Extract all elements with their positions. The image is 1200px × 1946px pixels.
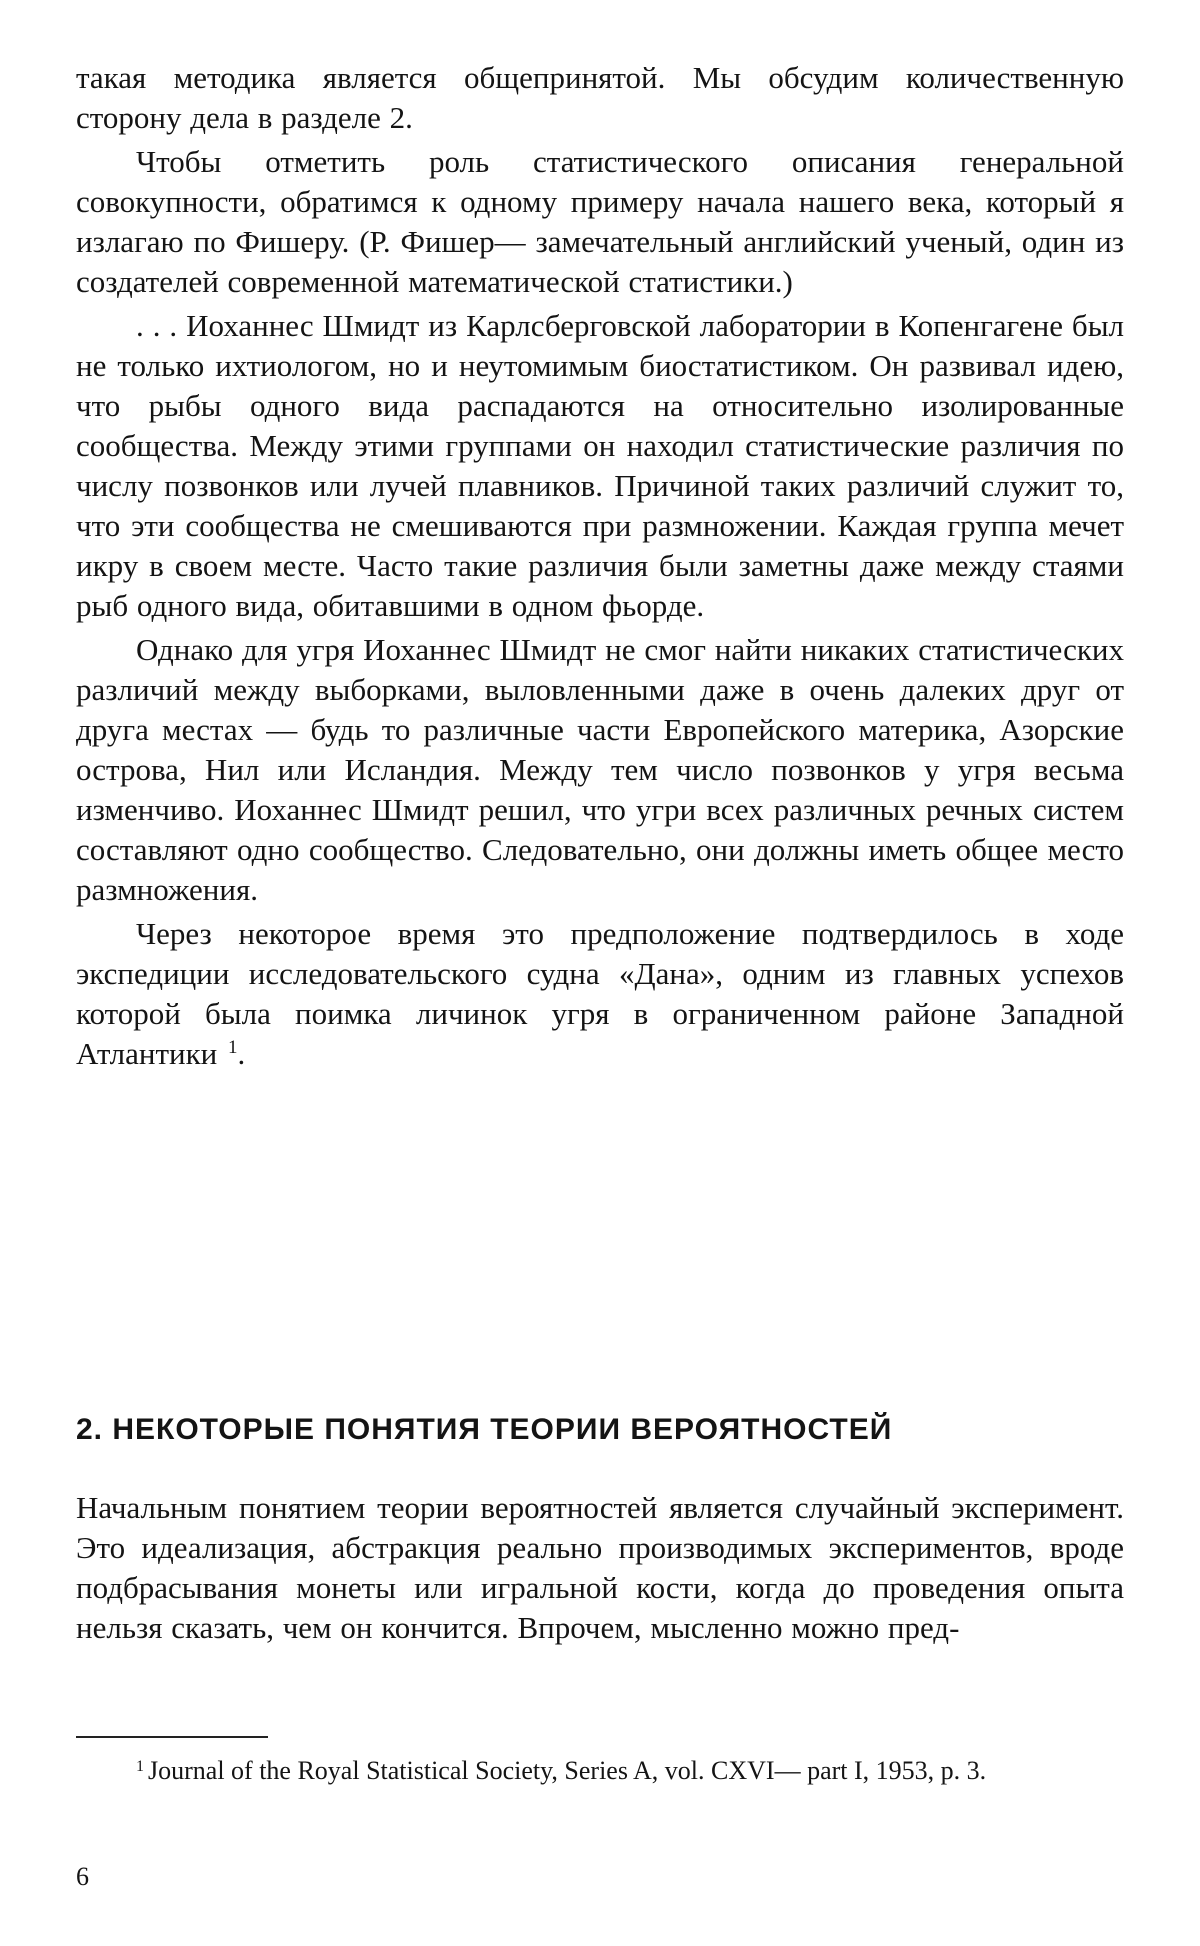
footnote-mark: 1 bbox=[136, 1758, 144, 1775]
paragraph-5 bbox=[76, 914, 1124, 1074]
paragraph-1: такая методика является общепринятой. Мы обсудим количественную сторону дела в разделе 2. bbox=[76, 60, 1124, 135]
paragraph-5-text: Через некоторое время это предположение подтвердилось в ходе экспедиции исследовательского судна «Дана», одним из главных успехов которой была поимка личинок угря в ограниченном районе Западной Атлантики bbox=[76, 916, 1124, 1071]
footnote-text: Journal of the Royal Statistical Society, Series A, vol. CXVI— part I, 1953, p. 3. bbox=[148, 1756, 987, 1785]
paragraph-2: Чтобы отметить роль статистического описания генеральной совокупности, обратимся к одному примеру начала нашего века, который я излагаю по Фишеру. (Р. Фишер— замечательный английский ученый, один из создателей современной математической статистики.) bbox=[76, 144, 1124, 299]
paragraph-3: . . . Иоханнес Шмидт из Карлсберговской лаборатории в Копенгагене был не только ихтиологом, но и неутомимым биостатистиком. Он развивал идею, что рыбы одного вида распадаются на относительно изолированные сообщества. Между этими группами он находил статистические различия по числу позвонков или лучей плавников. Причиной таких различий служит то, что эти сообщества не смешиваются при размножении. Каждая группа мечет икру в своем месте. Часто такие различия были заметны даже между стаями рыб одного вида, обитавшими в одном фьорде. bbox=[76, 308, 1124, 623]
footnote-reference[interactable]: 1 bbox=[227, 1037, 238, 1058]
main-text bbox=[76, 58, 1124, 1078]
footnote bbox=[76, 1754, 1124, 1788]
paragraph-5-end: . bbox=[237, 1036, 246, 1071]
paragraph-4: Однако для угря Иоханнес Шмидт не смог найти никаких статистических различий между выборками, выловленными даже в очень далеких друг от друга местах — будь то различные части Европейского материка, Азорские острова, Нил или Исландия. Между тем число позвонков у угря весьма изменчиво. Иоханнес Шмидт решил, что угри всех различных речных систем составляют одно сообщество. Следовательно, они должны иметь общее место размножения. bbox=[76, 632, 1124, 907]
page-number: 6 bbox=[76, 1862, 89, 1891]
section-paragraph: Начальным понятием теории вероятностей является случайный эксперимент. Это идеализация, абстракция реально производимых экспериментов, вроде подбрасывания монеты или игральной кости, когда до проведения опыта нельзя сказать, чем он кончится. Впрочем, мысленно можно пред- bbox=[76, 1490, 1124, 1645]
section-body bbox=[76, 1488, 1124, 1652]
footnote-divider bbox=[76, 1736, 268, 1738]
section-heading: 2. НЕКОТОРЫЕ ПОНЯТИЯ ТЕОРИИ ВЕРОЯТНОСТЕЙ bbox=[76, 1413, 893, 1446]
